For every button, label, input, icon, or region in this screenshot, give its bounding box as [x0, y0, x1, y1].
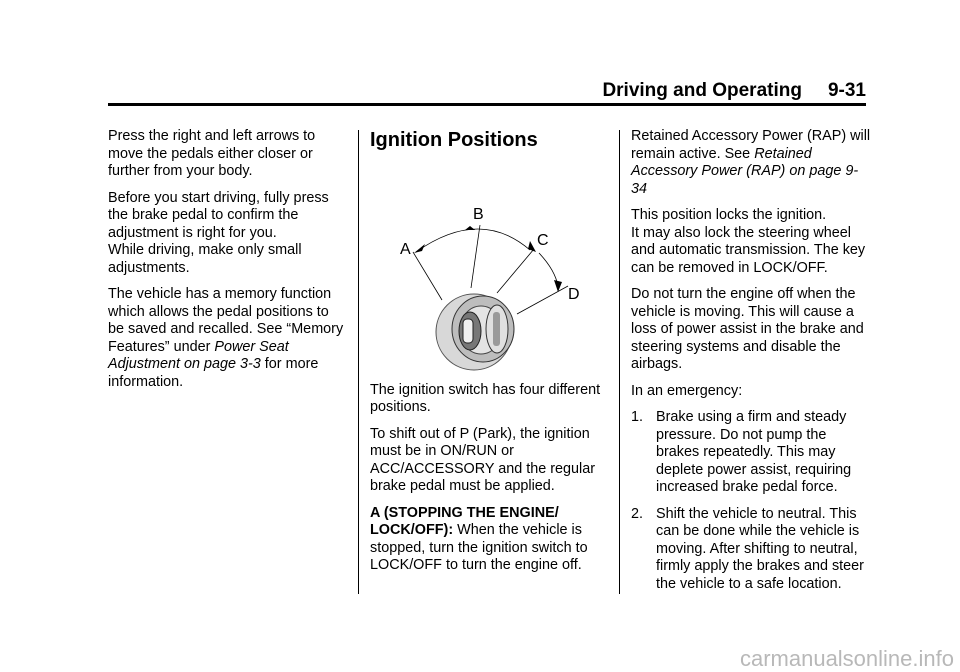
ignition-switch-icon [436, 294, 514, 370]
page-header [108, 80, 866, 102]
step-number: 2. [631, 505, 644, 522]
arrowhead-a [414, 244, 425, 253]
column-divider-2 [619, 130, 620, 594]
paragraph-brake-confirm [108, 190, 348, 278]
arrowhead-b [465, 226, 475, 230]
list-item [631, 409, 871, 497]
ray-c [497, 249, 534, 293]
header-rule [108, 103, 866, 106]
brake-confirm-text: Before you start driving, fully press the brake pedal to confirm the adjustment is right for you. [108, 189, 329, 241]
ray-a [413, 252, 442, 300]
label-a: A [400, 241, 411, 258]
paragraph-position-a [370, 505, 610, 575]
arrowhead-c [528, 241, 536, 252]
locks-steering-text: It may also lock the steering wheel and automatic transmission. The key can be removed in LOCK/OFF. [631, 224, 866, 276]
paragraph-pedal-arrows: Press the right and left arrows to move the pedals either closer or further from your body. [108, 128, 316, 179]
column-divider-1 [358, 130, 359, 594]
arc-a-c [416, 229, 530, 252]
paragraph-engine-warning: Do not turn the engine off when the vehicle is moving. This will cause a loss of power assist in the brake and steering systems and disable the airbags. [631, 286, 864, 372]
paragraph-four-positions: The ignition switch has four different positions. [370, 381, 601, 415]
column-1 [108, 128, 348, 400]
rap-text: Retained Accessory Power (RAP) will remain active. See [631, 128, 871, 162]
ray-d [517, 286, 568, 314]
ignition-positions-figure [370, 152, 610, 372]
column-3 [631, 128, 871, 602]
label-b: B [473, 206, 484, 223]
position-a-text: When the vehicle is stopped, turn the ignition switch to LOCK/OFF to turn the engine off. [370, 522, 588, 573]
rap-reference-link[interactable]: Retained Accessory Power (RAP) on page 9-34 [631, 145, 859, 197]
emergency-steps [631, 409, 871, 593]
list-item [631, 506, 871, 594]
ray-b [471, 225, 480, 288]
position-a-heading: A (STOPPING THE ENGINE/ LOCK/OFF): [370, 504, 559, 538]
page-number: 9-31 [827, 80, 866, 101]
memory-function-text: The vehicle has a memory function which allows the pedal positions to be saved and recalled. See “Memory Features” under [108, 286, 344, 355]
paragraph-rap [631, 128, 871, 198]
paragraph-memory-function [108, 286, 348, 391]
paragraph-emergency: In an emergency: [631, 382, 743, 399]
column-2 [370, 128, 610, 584]
power-seat-reference-link[interactable]: Power Seat Adjustment on page 3-3 [108, 338, 289, 372]
section-heading: Ignition Positions [370, 129, 538, 151]
locks-ignition-text: This position locks the ignition. [631, 207, 827, 223]
step-text: Brake using a firm and steady pressure. Do not pump the brakes repeatedly. This may deplete power assist, requiring increased brake pedal force. [656, 409, 852, 495]
step-text: Shift the vehicle to neutral. This can be done while the vehicle is moving. After shifting to neutral, firmly apply the brakes and steer the vehicle to a safe location. [656, 505, 864, 592]
small-adjustments-text: While driving, make only small adjustments. [108, 242, 302, 276]
step-number: 1. [631, 409, 644, 425]
label-c: C [537, 232, 549, 249]
memory-function-end: for more information. [108, 356, 319, 390]
paragraph-locks [631, 207, 871, 277]
label-d: D [568, 286, 580, 303]
paragraph-shift-park: To shift out of P (Park), the ignition must be in ON/RUN or ACC/ACCESSORY and the regular brake pedal must be applied. [370, 425, 596, 494]
section-title-header: Driving and Operating [602, 80, 802, 101]
watermark: carmanualsonline.info [739, 646, 954, 671]
